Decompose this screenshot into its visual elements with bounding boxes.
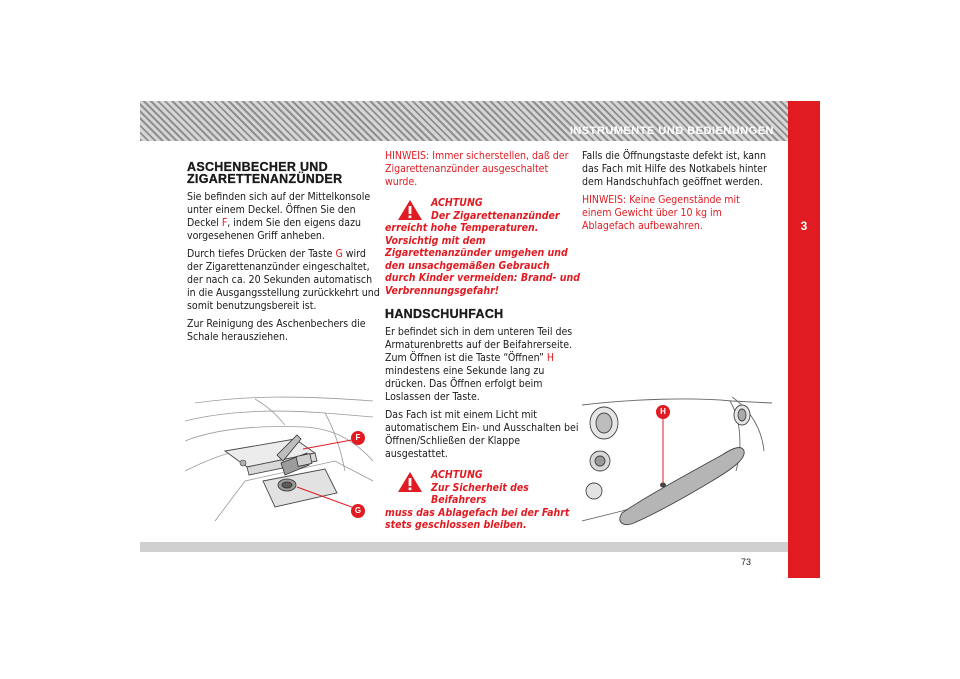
- warning-text-first: Zur Sicherheit des Beifahrers: [431, 481, 529, 506]
- text-run: mindestens eine Sekunde lang zu drücken. Das Öffnen erfolgt beim Loslassen der Taste.: [385, 365, 545, 403]
- warning-triangle-icon: [397, 199, 423, 221]
- heading-ashtray: [187, 161, 382, 185]
- callout-f: F: [351, 431, 365, 445]
- ref-f: F: [221, 217, 228, 229]
- dashboard-illustration: [582, 391, 772, 531]
- paragraph-emergency-cable: Falls die Öffnungstaste defekt ist, kann das Fach mit Hilfe des Notkabels hinter dem Handschuhfach geöffnet werden.: [582, 150, 767, 188]
- callout-h: H: [656, 405, 670, 419]
- warning-title: ACHTUNG: [431, 469, 483, 481]
- heading-glovebox: HANDSCHUHFACH: [385, 307, 504, 321]
- column-glovebox: [385, 150, 580, 540]
- figure-glovebox: [582, 391, 772, 531]
- header-band: [140, 101, 788, 141]
- warning-text: erreicht hohe Temperaturen. Vorsichtig mit dem Zigarettenanzünder umgehen und den unsachgemäßen Gebrauch durch Kinder vermeiden: Brand- und Verbrennungsgefahr!: [385, 222, 580, 297]
- column-ashtray: [187, 150, 382, 349]
- warning-text-first: Der Zigarettenanzünder: [431, 209, 560, 222]
- ref-h: H: [546, 352, 555, 364]
- text-run: , indem Sie den eigens dazu vorgesehenen Griff anheben.: [187, 217, 362, 242]
- warning-text: muss das Ablagefach bei der Fahrt stets geschlossen bleiben.: [385, 506, 570, 531]
- paragraph-glovebox-location: [385, 326, 580, 404]
- note-lighter: [385, 150, 580, 189]
- callout-g: G: [351, 504, 365, 518]
- text-run: Er befindet sich in dem unteren Teil des Armaturenbretts auf der Beifahrerseite. Zum Öffnen ist die Taste “Öffnen”: [385, 326, 573, 364]
- console-illustration: [185, 391, 373, 531]
- warning-glovebox: [385, 469, 580, 532]
- note-weight-limit: HINWEIS: Keine Gegenstände mit einem Gewicht über 10 kg im Ablagefach aufbewahren.: [582, 194, 740, 232]
- note-text: : Immer sicherstellen, daß der Zigarettenanzünder ausgeschaltet wurde.: [385, 150, 569, 188]
- warning-lighter: [385, 197, 580, 297]
- note-label: HINWEIS: [385, 150, 427, 162]
- ref-g: G: [335, 248, 343, 260]
- column-glovebox-notes: [582, 150, 772, 238]
- heading-ashtray-line2: ZIGARETTENANZÜNDER: [187, 172, 343, 186]
- text-run: wird der Zigarettenanzünder eingeschaltet, der nach ca. 20 Sekunden automatisch in die Ausgangsstellung zurückkehrt und somit benutzungsbereit ist.: [187, 248, 380, 312]
- warning-title: ACHTUNG: [431, 197, 483, 209]
- heading-ashtray-line1: ASCHENBECHER UND: [187, 160, 328, 174]
- paragraph-ashtray-location: [187, 191, 382, 243]
- chapter-number: 3: [800, 219, 808, 233]
- paragraph-ashtray-cleaning: Zur Reinigung des Aschenbechers die Schale herausziehen.: [187, 318, 366, 343]
- text-run: Sie befinden sich auf der Mittelkonsole unter einem Deckel. Öffnen Sie den Deckel: [187, 191, 371, 229]
- paragraph-glovebox-light: Das Fach ist mit einem Licht mit automatischem Ein- und Ausschalten bei Öffnen/Schließen der Klappe ausgestattet.: [385, 409, 579, 460]
- figure-ashtray-lighter: [185, 391, 373, 531]
- section-header-title: INSTRUMENTE UND BEDIENUNGEN: [569, 125, 774, 137]
- warning-triangle-icon: [397, 471, 423, 493]
- footer-band: [140, 542, 788, 552]
- paragraph-lighter-usage: [187, 248, 382, 313]
- chapter-tab: [788, 101, 820, 578]
- text-run: Durch tiefes Drücken der Taste: [187, 248, 336, 260]
- page-number: 73: [741, 557, 752, 567]
